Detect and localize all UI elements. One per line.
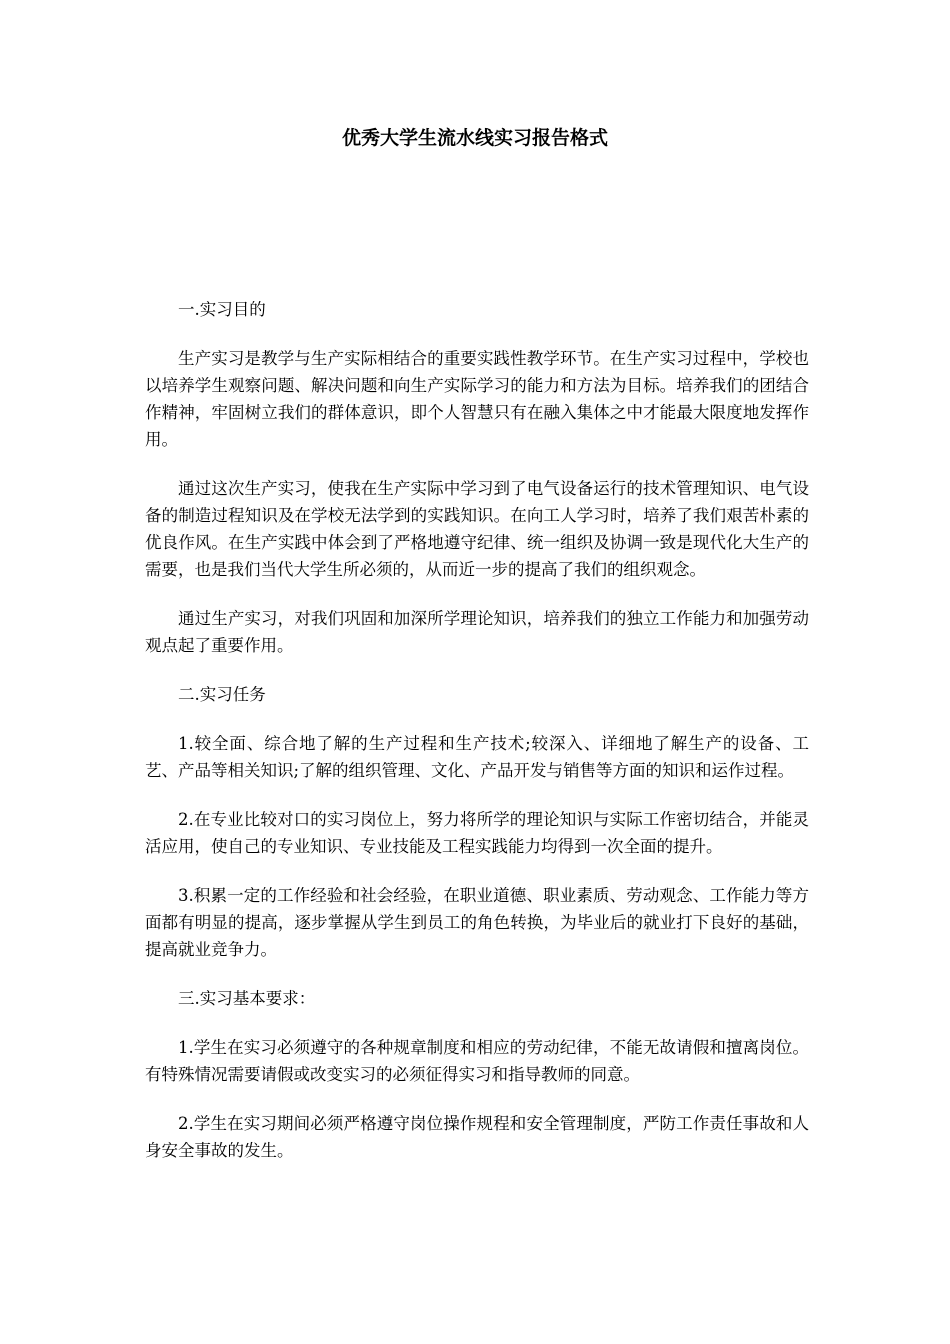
paragraph: 通过这次生产实习，使我在生产实际中学习到了电气设备运行的技术管理知识、电气设备的制造过程知识及在学校无法学到的实践知识。在向工人学习时，培养了我们艰苦朴素的优良作风。在生产实践中体会到了严格地遵守纪律、统一组织及协调一致是现代化大生产的需要，也是我们当代大学生所必须的，从而近一步的提高了我们的组织观念。 [145, 479, 809, 579]
section-heading-purpose: 一.实习目的 [178, 300, 266, 319]
document-title: 优秀大学生流水线实习报告格式 [341, 127, 608, 149]
paragraph: 生产实习是教学与生产实际相结合的重要实践性教学环节。在生产实习过程中，学校也以培养学生观察问题、解决问题和向生产实际学习的能力和方法为目标。培养我们的团结合作精神，牢固树立我们的群体意识，即个人智慧只有在融入集体之中才能最大限度地发挥作用。 [145, 349, 809, 449]
section-heading-requirements: 三.实习基本要求： [178, 989, 316, 1008]
document-body [145, 296, 809, 1186]
paragraph: 通过生产实习，对我们巩固和加深所学理论知识，培养我们的独立工作能力和加强劳动观点起了重要作用。 [145, 609, 809, 655]
list-item: 1.学生在实习必须遵守的各种规章制度和相应的劳动纪律，不能无故请假和擅离岗位。有特殊情况需要请假或改变实习的必须征得实习和指导教师的同意。 [145, 1038, 809, 1084]
list-item: 2.学生在实习期间必须严格遵守岗位操作规程和安全管理制度，严防工作责任事故和人身安全事故的发生。 [145, 1114, 809, 1160]
section-heading-tasks: 二.实习任务 [178, 685, 266, 704]
list-item: 1.较全面、综合地了解的生产过程和生产技术;较深入、详细地了解生产的设备、工艺、产品等相关知识;了解的组织管理、文化、产品开发与销售等方面的知识和运作过程。 [145, 734, 809, 780]
list-item: 2.在专业比较对口的实习岗位上，努力将所学的理论知识与实际工作密切结合，并能灵活应用，使自己的专业知识、专业技能及工程实践能力均得到一次全面的提升。 [145, 810, 809, 856]
list-item: 3.积累一定的工作经验和社会经验，在职业道德、职业素质、劳动观念、工作能力等方面都有明显的提高，逐步掌握从学生到员工的角色转换，为毕业后的就业打下良好的基础，提高就业竞争力。 [145, 886, 809, 959]
